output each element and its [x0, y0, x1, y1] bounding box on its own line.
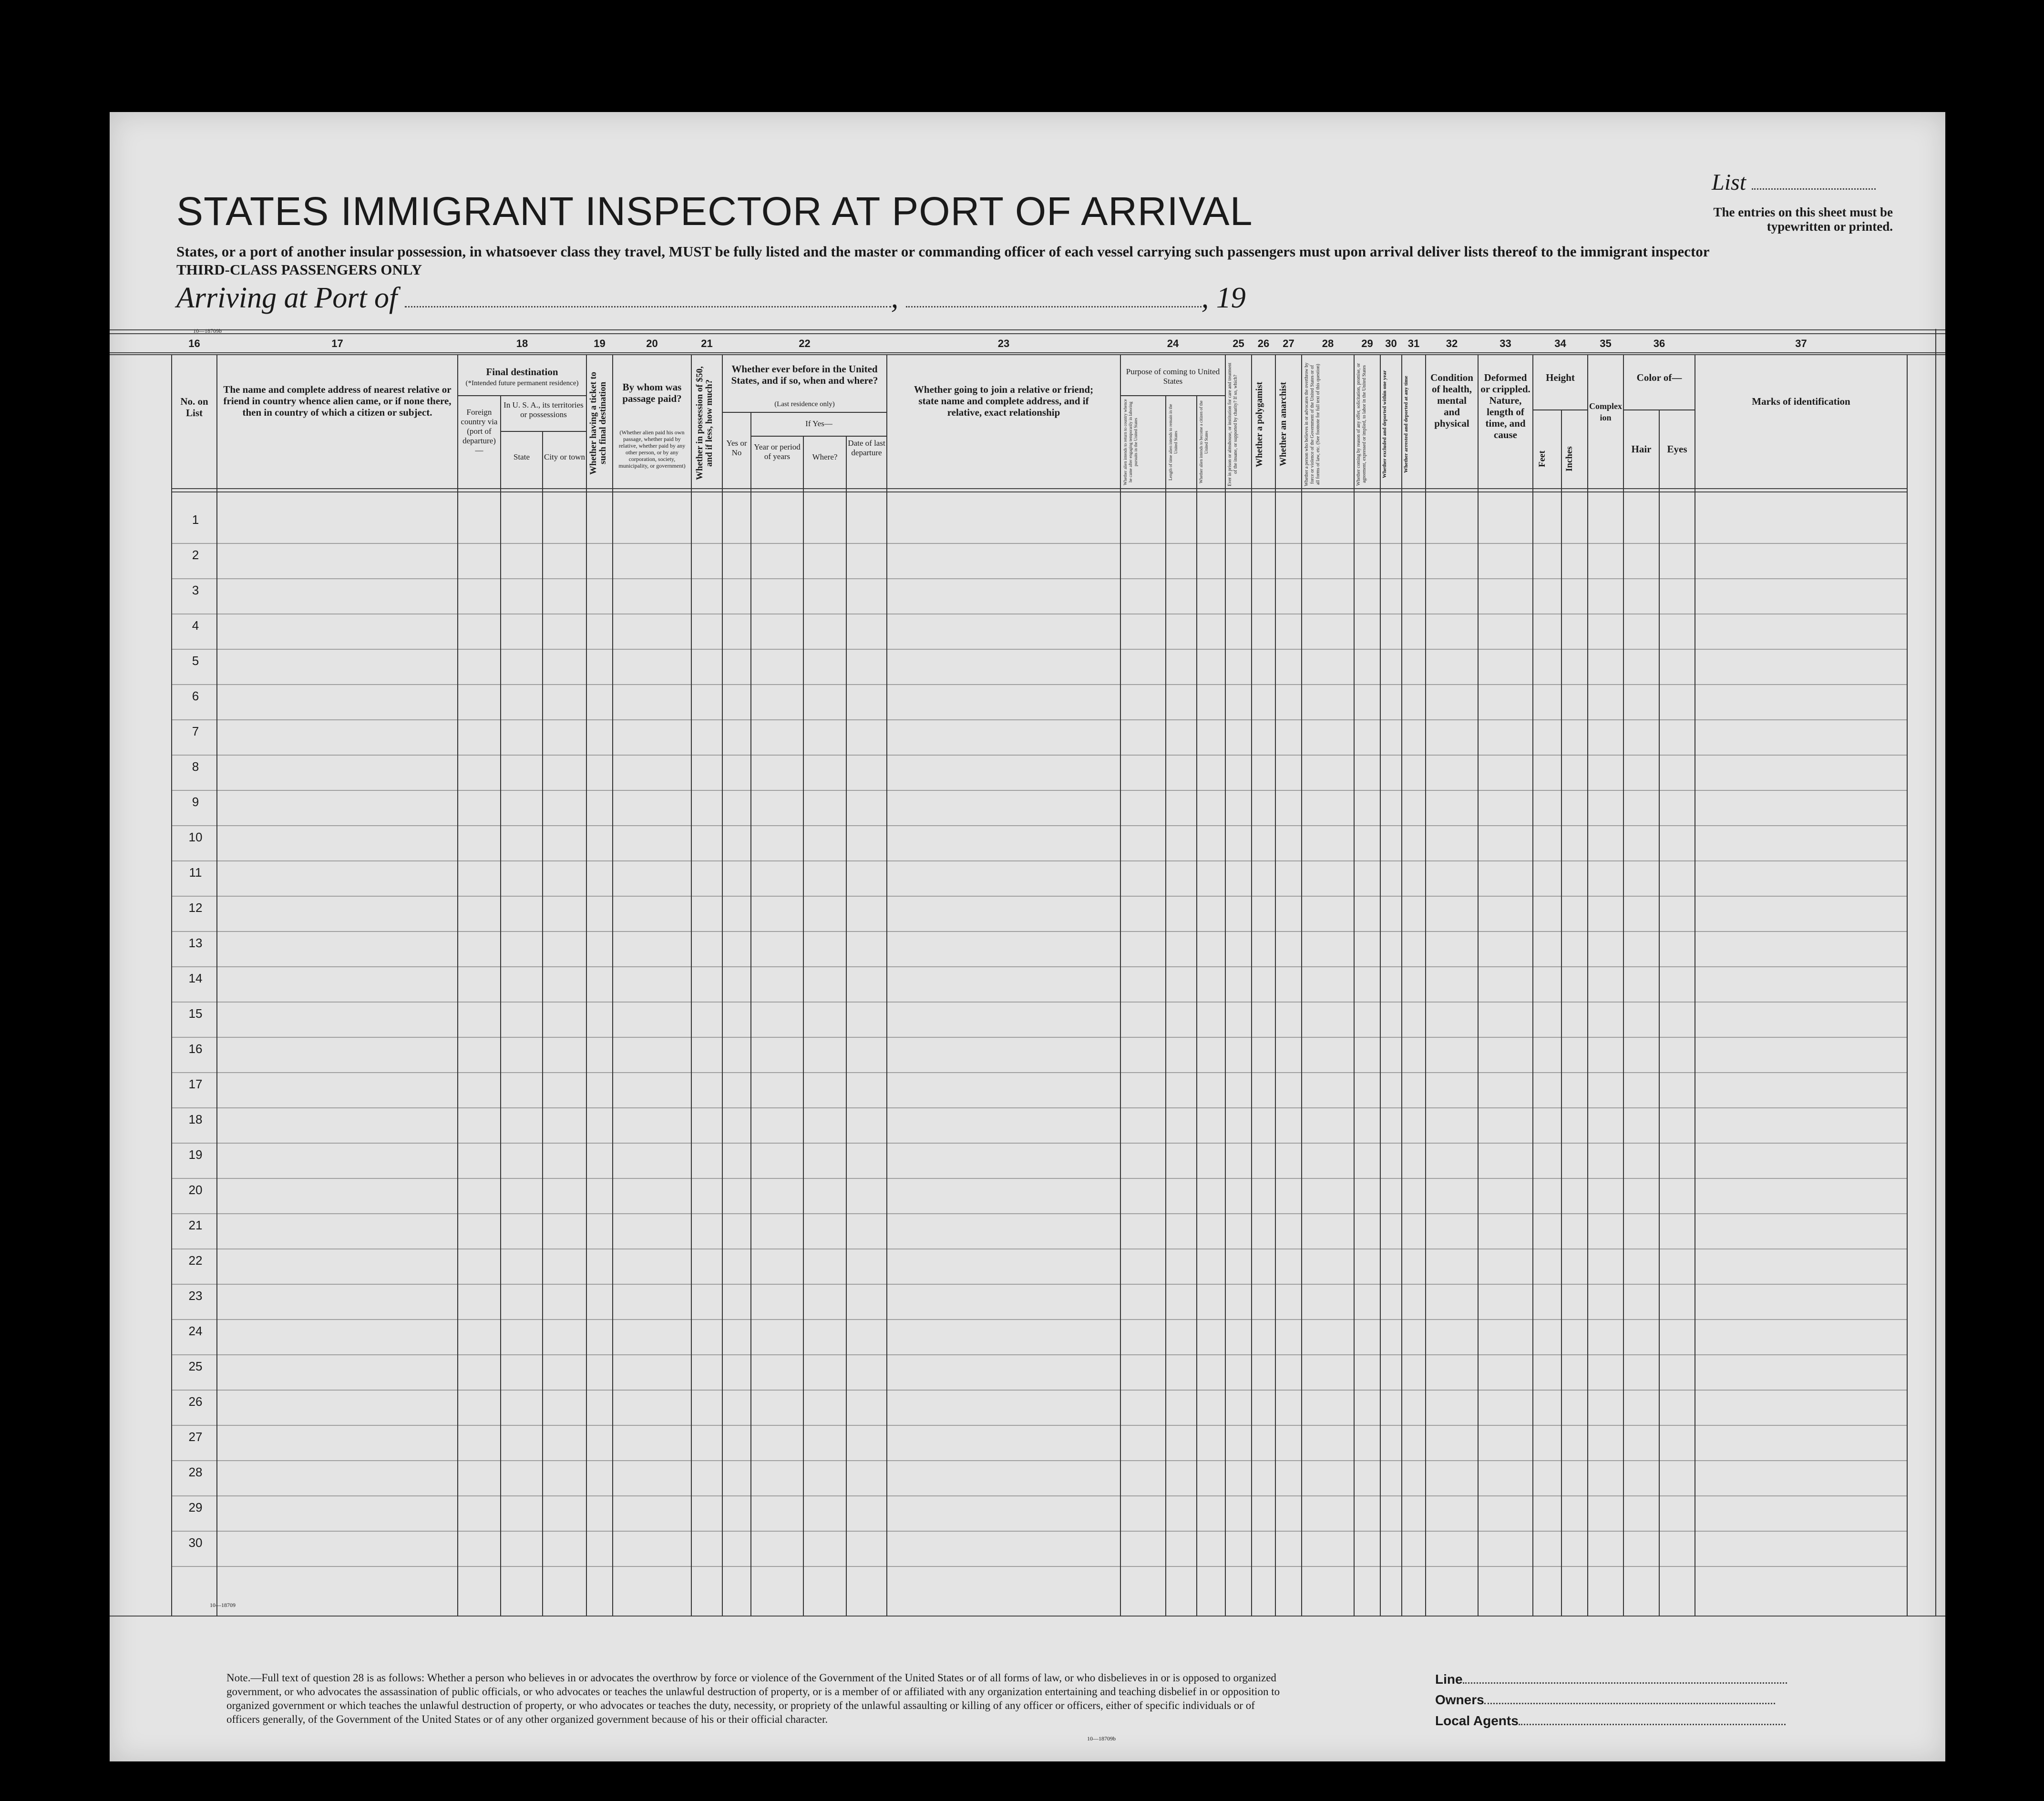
- header-height: Height: [1546, 372, 1575, 383]
- col-num-35: 35: [1600, 338, 1612, 349]
- form-code-bottom: 10—18709: [210, 1602, 236, 1608]
- col-num-21: 21: [701, 338, 713, 349]
- row-number-23: 23: [188, 1289, 203, 1303]
- port-field[interactable]: [405, 287, 891, 307]
- col-num-24: 24: [1167, 338, 1179, 349]
- header-anarchist: Whether an anarchist: [1278, 382, 1288, 467]
- col-num-33: 33: [1500, 338, 1511, 349]
- row-number-5: 5: [192, 654, 199, 668]
- header-no-on-list: No. on List: [180, 396, 208, 419]
- header-hair: Hair: [1631, 443, 1652, 455]
- header-purpose-return: Whether alien intends to return to country whence he came after engaging temporarily in laboring pursuits in the United States: [1123, 399, 1138, 485]
- header-excluded: Whether excluded and deported within one year: [1382, 370, 1387, 479]
- grid-lines: [110, 324, 1945, 1621]
- col-num-16: 16: [188, 338, 200, 349]
- row-number-20: 20: [188, 1183, 203, 1197]
- col-num-23: 23: [997, 338, 1010, 349]
- header-eyes: Eyes: [1667, 443, 1687, 455]
- arriving-line: Arriving at Port of , , 19: [176, 282, 1246, 314]
- header-where: Where?: [812, 452, 838, 461]
- form-code-note: 10—18709b: [1087, 1735, 1116, 1742]
- row-number-26: 26: [188, 1394, 203, 1409]
- header-inches: Inches: [1564, 446, 1574, 471]
- row-number-8: 8: [192, 759, 199, 774]
- entries-note: The entries on this sheet must be typewritten or printed.: [1713, 205, 1893, 234]
- header-passage-paid-note: (Whether alien paid his own passage, whether paid by relative, whether paid by any other person, or by any corporation, society, municipality, or government): [618, 429, 686, 469]
- header-polygamist: Whether a polygamist: [1254, 381, 1264, 467]
- row-number-22: 22: [188, 1253, 203, 1268]
- row-number-11: 11: [189, 865, 202, 880]
- owners-field[interactable]: Owners: [1435, 1691, 1775, 1708]
- col-num-32: 32: [1446, 338, 1458, 349]
- form-subtitle: States, or a port of another insular possession, in whatsoever class they travel, MUST be fully listed and the master or commanding officer of each vessel carrying such passengers must upon arrival deliver lists thereof to the immigrant inspector: [176, 243, 1710, 260]
- header-in-usa: In U. S. A., its territories or possessions: [503, 400, 584, 419]
- row-number-1: 1: [192, 512, 199, 527]
- col-num-36: 36: [1653, 338, 1665, 349]
- header-city-town: City or town: [544, 452, 585, 461]
- row-number-27: 27: [188, 1430, 203, 1444]
- form-code-top: 10—18709b: [193, 327, 222, 334]
- row-number-14: 14: [188, 971, 203, 985]
- row-number-24: 24: [188, 1324, 203, 1338]
- col-num-30: 30: [1385, 338, 1397, 349]
- row-number-6: 6: [192, 689, 199, 703]
- row-number-29: 29: [188, 1500, 203, 1514]
- col-num-29: 29: [1361, 338, 1373, 349]
- form-title: STATES IMMIGRANT INSPECTOR AT PORT OF ARRIVAL: [176, 189, 1253, 234]
- header-year-period: Year or period of years: [754, 442, 801, 461]
- header-marks-identification: Marks of identification: [1752, 396, 1850, 407]
- header-join-relative: Whether going to join a relative or friend; state name and complete address, and if relative, exact relationship: [914, 384, 1094, 418]
- row-number-13: 13: [188, 936, 203, 950]
- header-date-departure: Date of last departure: [848, 439, 885, 457]
- header-state: State: [514, 452, 530, 461]
- header-final-destination-note: (*Intended future permanent residence): [465, 379, 579, 387]
- row-number-19: 19: [188, 1147, 203, 1162]
- header-fifty-dollars: Whether in possession of $50, and if less, how much?: [695, 366, 714, 480]
- row-number-10: 10: [188, 830, 203, 844]
- col-num-17: 17: [331, 338, 343, 349]
- row-number-7: 7: [192, 724, 199, 738]
- header-feet: Feet: [1537, 450, 1547, 467]
- header-purpose: Purpose of coming to United States: [1126, 367, 1220, 386]
- header-deformed: Deformed or crippled. Nature, length of time, and cause: [1480, 372, 1530, 440]
- col-num-34: 34: [1554, 338, 1566, 349]
- date-field[interactable]: [906, 287, 1202, 307]
- line-field[interactable]: Line: [1435, 1671, 1787, 1687]
- header-labor-offer: Whether coming by reason of any offer, solicitation, promise, or agreement, expressed or implied, to labor in the United States: [1356, 363, 1367, 486]
- header-complexion: Complexion: [1589, 401, 1622, 422]
- col-num-22: 22: [799, 338, 811, 349]
- footnote-question-28: Note.—Full text of question 28 is as follows: Whether a person who believes in or advocates the overthrow by force or violence of the Government of the United States or of all forms of law, or who disbelieves in or is opposed to organized government, or who advocates the assassination of public officials, or who advocates or teaches the unlawful destruction of property, or is a member of or affiliated with any organization entertaining and teaching disbelief in or opposition to organized government or which teaches the unlawful destruction of property, or who advocates or teaches the duty, necessity, or propriety of the unlawful assaulting or killing of any officer or officers, either of specific individuals or of officers generally, of the Government of the United States or of any other organized government because of his or their official character.: [226, 1672, 1280, 1725]
- class-line: THIRD-CLASS PASSENGERS ONLY: [176, 261, 422, 278]
- col-num-19: 19: [594, 338, 606, 349]
- header-prison: Ever in prison or almshouse, or institution for care and treatment of the insane, or supported by charity? If so, which?: [1227, 362, 1238, 486]
- row-number-21: 21: [188, 1218, 203, 1232]
- col-num-28: 28: [1322, 338, 1334, 349]
- header-ticket: Whether having a ticket to such final destination: [588, 371, 608, 475]
- row-number-17: 17: [188, 1077, 203, 1091]
- local-agents-field[interactable]: Local Agents: [1435, 1712, 1786, 1729]
- header-overthrow: Whether a person who believes in or advocates the overthrow by force or violence of the Government of the United States or of all forms of law, etc. (See footnote for full text of this question): [1304, 362, 1321, 486]
- row-number-25: 25: [188, 1359, 203, 1373]
- manifest-sheet: [110, 112, 1945, 1761]
- col-num-18: 18: [516, 338, 528, 349]
- list-label: List: [1712, 169, 1876, 195]
- header-nearest-relative: The name and complete address of nearest relative or friend in country whence alien came, or if none there, then in country of which a citizen or subject.: [223, 384, 452, 418]
- col-num-31: 31: [1407, 338, 1420, 349]
- row-number-16: 16: [188, 1042, 203, 1056]
- col-num-25: 25: [1233, 338, 1244, 349]
- header-final-destination: Final destination: [486, 366, 558, 378]
- header-foreign-country: Foreign country via (port of departure)—: [461, 408, 498, 455]
- header-last-residence: (Last residence only): [774, 400, 835, 408]
- row-number-9: 9: [192, 795, 199, 809]
- col-num-27: 27: [1283, 338, 1294, 349]
- row-number-28: 28: [188, 1465, 203, 1479]
- row-number-12: 12: [188, 900, 203, 915]
- col-num-20: 20: [646, 338, 658, 349]
- col-num-37: 37: [1795, 338, 1807, 349]
- header-purpose-citizen: Whether alien intends to become a citizen of the United States: [1199, 400, 1209, 484]
- header-yes-no: Yes or No: [726, 439, 747, 457]
- row-number-2: 2: [192, 548, 199, 562]
- row-number-30: 30: [188, 1535, 203, 1550]
- row-number-3: 3: [192, 583, 199, 597]
- row-number-4: 4: [192, 618, 199, 633]
- header-health: Condition of health, mental and physical: [1430, 372, 1473, 429]
- col-num-26: 26: [1257, 338, 1270, 349]
- header-if-yes: If Yes—: [805, 419, 832, 428]
- header-arrested: Whether arrested and deported at any time: [1403, 376, 1409, 473]
- header-color-of: Color of—: [1636, 372, 1682, 383]
- header-passage-paid: By whom was passage paid?: [622, 381, 682, 404]
- row-number-15: 15: [188, 1006, 203, 1021]
- header-purpose-length: Length of time alien intends to remain in the United States: [1168, 404, 1178, 481]
- header-ever-before-us: Whether ever before in the United States, and if so, when and where?: [731, 363, 878, 386]
- manifest-grid: [110, 324, 1945, 1621]
- row-number-18: 18: [188, 1112, 203, 1126]
